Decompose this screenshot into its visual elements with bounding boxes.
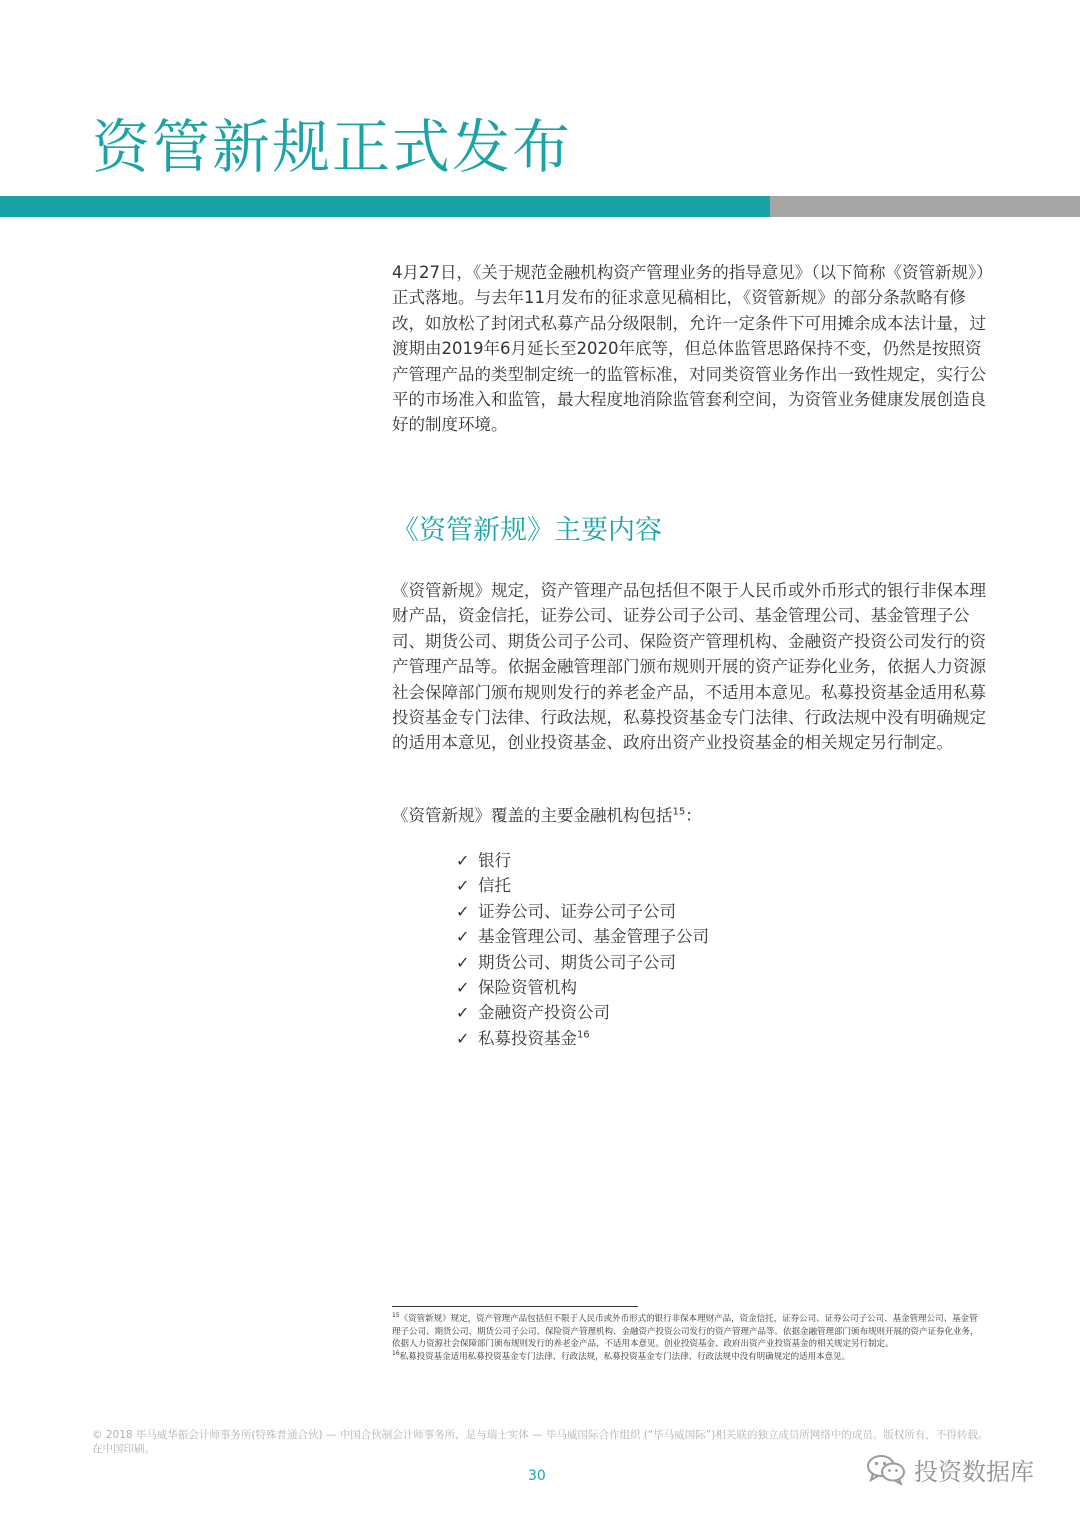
footnote-number: 15 <box>392 1312 400 1320</box>
coverage-intro-colon: ： <box>685 806 702 825</box>
list-item-label: 私募投资基金 <box>478 1028 577 1048</box>
list-item-label: 基金管理公司、基金管理子公司 <box>478 927 709 947</box>
check-icon: ✓ <box>456 876 470 896</box>
footnote-15 <box>392 1313 982 1351</box>
list-item <box>456 1026 709 1051</box>
list-item-label: 金融资产投资公司 <box>478 1003 610 1023</box>
page-number: 30 <box>528 1468 546 1484</box>
title-bar-teal-segment <box>0 196 770 217</box>
list-item <box>456 899 709 924</box>
check-icon: ✓ <box>456 851 470 870</box>
footnote-number: 16 <box>392 1349 400 1357</box>
institution-checklist <box>456 848 709 1051</box>
check-icon: ✓ <box>456 927 470 947</box>
intro-paragraph: 4月27日，《关于规范金融机构资产管理业务的指导意见》（以下简称《资管新规》）正式落地。与去年11月发布的征求意见稿相比，《资管新规》的部分条款略有修改，如放松了封闭式私募产品分级限制，允许一定条件下可用摊余成本法计量，过渡期由2019年6月延长至2020年底等，但总体监管思路保持不变，仍然是按照资产管理产品的类型制定统一的监管标准，对同类资管业务作出一致性规定，实行公平的市场准入和监管，最大程度地消除监管套利空间，为资管业务健康发展创造良好的制度环境。 <box>392 263 993 435</box>
list-item-label: 银行 <box>478 851 511 870</box>
footnote-ref-16[interactable]: 16 <box>577 1029 590 1041</box>
check-icon: ✓ <box>456 1028 470 1048</box>
watermark <box>866 1452 1034 1486</box>
list-item <box>456 873 709 898</box>
list-item <box>456 1000 709 1025</box>
page-title: 资管新规正式发布 <box>92 113 573 181</box>
wechat-icon <box>866 1453 906 1485</box>
title-bar-gray-segment <box>770 196 1080 217</box>
check-icon: ✓ <box>456 977 470 997</box>
list-item <box>456 950 709 975</box>
footnote-divider <box>392 1306 638 1307</box>
footnote-text: 《资管新规》规定，资产管理产品包括但不限于人民币或外币形式的银行非保本理财产品，资金信托，证券公司、证券公司子公司、基金管理公司、基金管理子公司、期货公司、期货公司子公司、保险资产管理机构、金融资产投资公司发行的资产管理产品等。依据金融管理部门颁布规则开展的资产证券化业务，依据人力资源社会保障部门颁布规则发行的养老金产品，不适用本意见。创业投资基金、政府出资产业投资基金的相关规定另行制定。 <box>392 1314 979 1350</box>
list-item-label: 保险资管机构 <box>478 977 577 997</box>
section-heading: 《资管新规》主要内容 <box>392 515 662 546</box>
list-item-label: 期货公司、期货公司子公司 <box>478 952 676 972</box>
check-icon: ✓ <box>456 901 470 921</box>
footnote-16 <box>392 1351 982 1364</box>
footnotes <box>392 1313 982 1363</box>
list-item-label: 证券公司、证券公司子公司 <box>478 901 676 921</box>
list-item-label: 信托 <box>478 876 511 896</box>
watermark-text: 投资数据库 <box>914 1457 1034 1486</box>
list-item <box>456 924 709 949</box>
check-icon: ✓ <box>456 1003 470 1023</box>
coverage-intro <box>392 803 996 828</box>
scope-paragraph: 《资管新规》规定，资产管理产品包括但不限于人民币或外币形式的银行非保本理财产品，资金信托，证券公司、证券公司子公司、基金管理公司、基金管理子公司、期货公司、期货公司子公司、保险资产管理机构、金融资产投资公司发行的资产管理产品等。依据金融管理部门颁布规则开展的资产证券化业务，依据人力资源社会保障部门颁布规则发行的养老金产品，不适用本意见。私募投资基金适用私募投资基金专门法律、行政法规，私募投资基金专门法律、行政法规中没有明确规定的适用本意见，创业投资基金、政府出资产业投资基金的相关规定另行制定。 <box>392 581 986 753</box>
footnote-ref-15[interactable]: 15 <box>672 806 686 818</box>
footnote-text: 私募投资基金适用私募投资基金专门法律、行政法规，私募投资基金专门法律、行政法规中没有明确规定的适用本意见。 <box>399 1351 851 1362</box>
check-icon: ✓ <box>456 952 470 972</box>
list-item <box>456 975 709 1000</box>
list-item <box>456 848 709 873</box>
copyright-notice: © 2018 毕马威华振会计师事务所(特殊普通合伙) — 中国合伙制会计师事务所，是与瑞士实体 — 毕马威国际合作组织 (“毕马威国际”)相关联的独立成员所网络中的成员。版权所有，不得转载。在中国印刷。 <box>92 1429 989 1455</box>
title-divider-bar <box>0 196 1080 217</box>
coverage-intro-text: 《资管新规》覆盖的主要金融机构包括 <box>392 806 673 825</box>
